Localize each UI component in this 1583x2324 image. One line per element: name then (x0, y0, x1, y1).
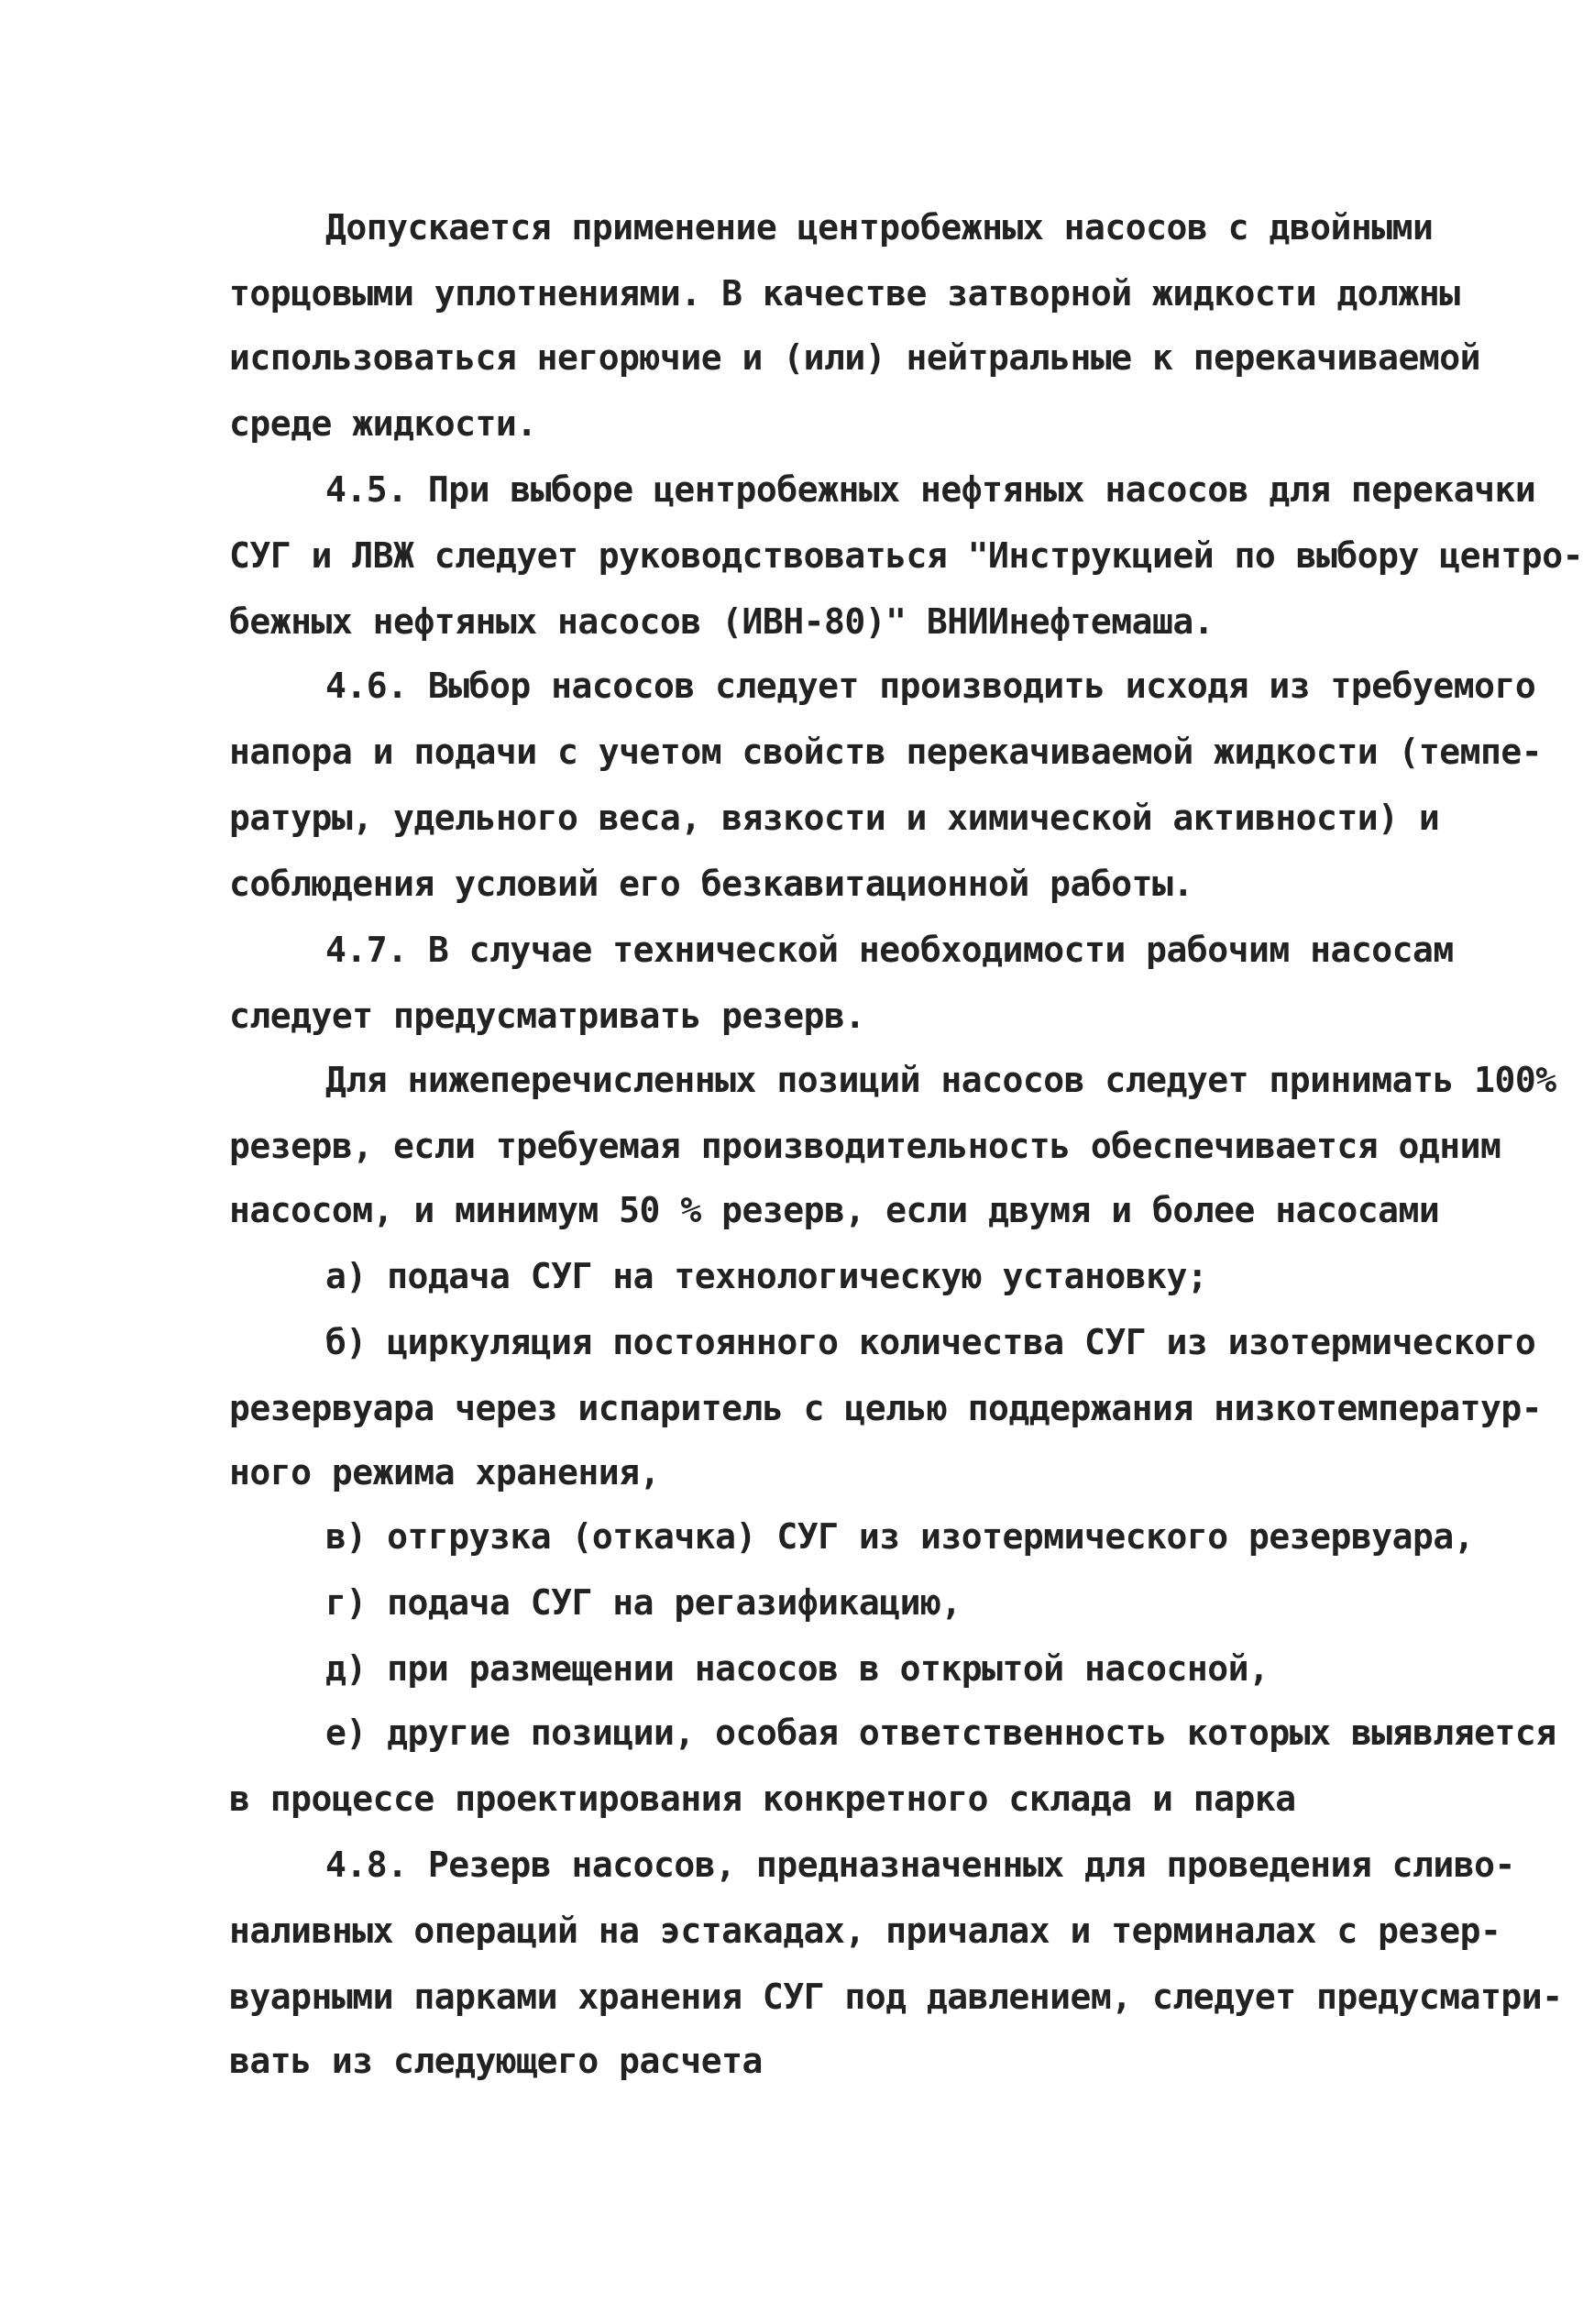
text-line: в процессе проектирования конкретного склада и парка (229, 1779, 1296, 1819)
text-line: резервуара через испаритель с целью поддержания низкотемператур- (229, 1388, 1543, 1428)
text-line: СУГ и ЛВЖ следует руководствоваться "Инструкцией по выбору центро- (229, 535, 1583, 576)
text-line: использоваться негорючие и (или) нейтральные к перекачиваемой (229, 337, 1481, 378)
text-line: соблюдения условий его безкавитационной работы. (229, 864, 1193, 904)
text-line: бежных нефтяных насосов (ИВН-80)" ВНИИнефтемаша. (229, 601, 1215, 642)
text-line: вуарными парками хранения СУГ под давлением, следует предусматри- (229, 1977, 1563, 2017)
list-item-e: е) другие позиции, особая ответственность которых выявляется (325, 1713, 1556, 1753)
text-line: ратуры, удельного веса, вязкости и химической активности) и (229, 798, 1440, 838)
text-line: Допускается применение центробежных насосов с двойными (325, 207, 1434, 248)
text-line: среде жидкости. (229, 403, 537, 444)
text-line: ного режима хранения, (229, 1452, 660, 1492)
list-item-v: в) отгрузка (откачка) СУГ из изотермического резервуара, (325, 1516, 1475, 1557)
list-item-a: а) подача СУГ на технологическую установку; (325, 1256, 1208, 1296)
text-line: вать из следующего расчета (229, 2041, 763, 2081)
section-4-7-line: 4.7. В случае технической необходимости рабочим насосам (325, 930, 1454, 970)
text-line: торцовыми уплотнениями. В качестве затворной жидкости должны (229, 273, 1460, 314)
section-4-5-line: 4.5. При выборе центробежных нефтяных насосов для перекачки (325, 469, 1536, 510)
text-line: следует предусматривать резерв. (229, 996, 865, 1036)
text-line: резерв, если требуемая производительность обеспечивается одним (229, 1126, 1501, 1166)
text-line: напора и подачи с учетом свойств перекачиваемой жидкости (темпе- (229, 732, 1543, 772)
list-item-b: б) циркуляция постоянного количества СУГ из изотермического (325, 1322, 1536, 1362)
list-item-g: г) подача СУГ на регазификацию, (325, 1582, 962, 1623)
text-line: Для нижеперечисленных позиций насосов следует принимать 100% (325, 1060, 1556, 1100)
section-4-6-line: 4.6. Выбор насосов следует производить исходя из требуемого (325, 666, 1536, 706)
list-item-d: д) при размещении насосов в открытой насосной, (325, 1648, 1270, 1689)
text-line: наливных операций на эстакадах, причалах и терминалах с резер- (229, 1911, 1501, 1951)
section-4-8-line: 4.8. Резерв насосов, предназначенных для проведения сливо- (325, 1845, 1515, 1885)
text-line: насосом, и минимум 50 % резерв, если двумя и более насосами (229, 1190, 1440, 1230)
